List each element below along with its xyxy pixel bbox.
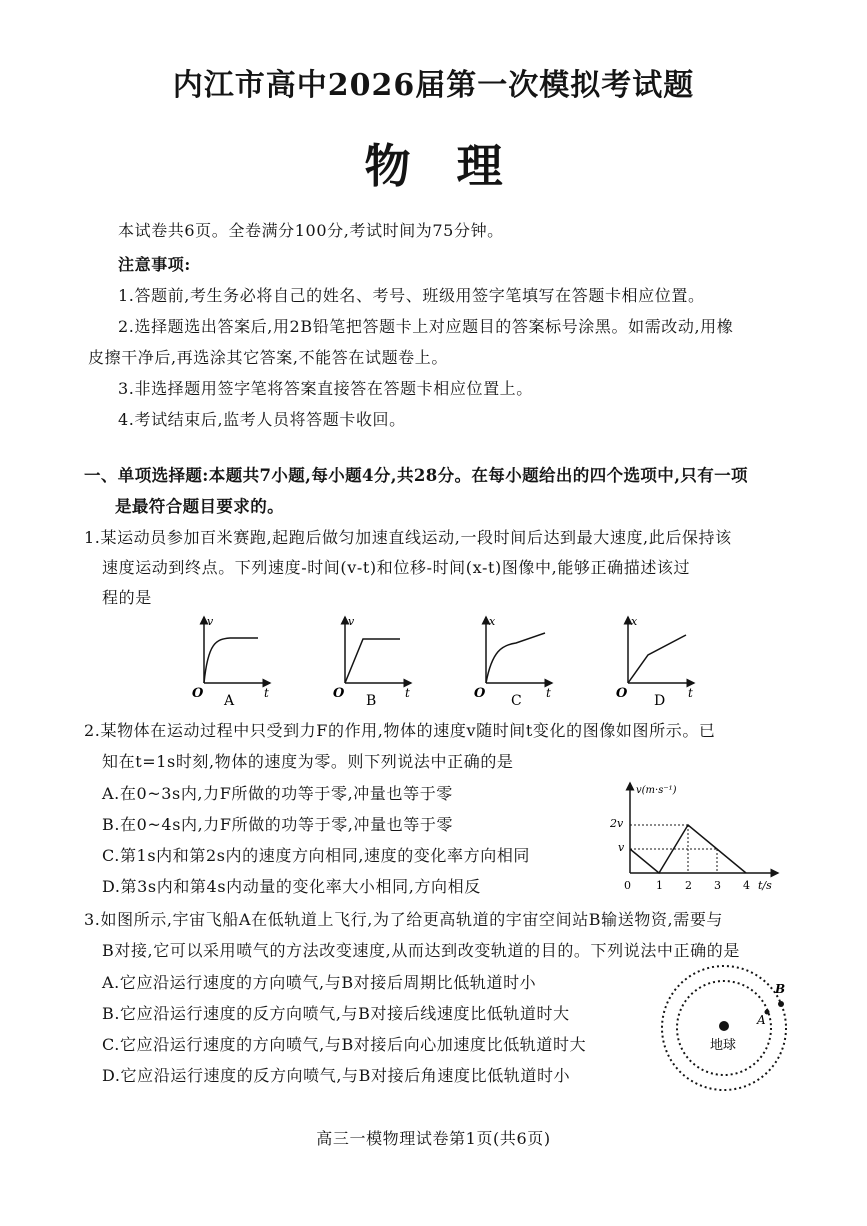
q1-graphs <box>180 605 720 715</box>
axis-label-t: t <box>264 686 269 700</box>
curve-a <box>204 638 258 683</box>
notice-item: 4.考试结束后,监考人员将答题卡收回。 <box>118 410 406 429</box>
axis-label-v: v <box>207 615 214 628</box>
exam-info: 本试卷共6页。全卷满分100分,考试时间为75分钟。 <box>118 221 504 240</box>
option-label-d: D <box>654 693 666 709</box>
notice-item: 1.答题前,考生务必将自己的姓名、考号、班级用签字笔填写在答题卡相应位置。 <box>118 286 705 305</box>
page-footer: 高三一模物理试卷第1页(共6页) <box>316 1129 551 1148</box>
q2-option-d: D.第3s内和第4s内动量的变化率大小相同,方向相反 <box>102 877 481 896</box>
notice-item: 皮擦干净后,再选涂其它答案,不能答在试题卷上。 <box>88 348 448 367</box>
origin-label: O <box>192 686 204 701</box>
axis-label-t: t <box>688 686 693 700</box>
q1-stem: 1.某运动员参加百米赛跑,起跑后做匀加速直线运动,一段时间后达到最大速度,此后保持该 <box>84 528 732 547</box>
q3-option-a: A.它应沿运行速度的方向喷气,与B对接后周期比低轨道时小 <box>102 973 537 992</box>
curve-c <box>486 633 545 683</box>
axis-label-t: t <box>546 686 551 700</box>
axis-label-x: x <box>489 615 496 628</box>
x-tick: 3 <box>714 879 721 892</box>
q1-graph-c <box>474 615 552 709</box>
notice-item: 3.非选择题用签字笔将答案直接答在答题卡相应位置上。 <box>118 379 533 398</box>
q1-stem: 速度运动到终点。下列速度-时间(v-t)和位移-时间(x-t)图像中,能够正确描述该过 <box>102 558 691 577</box>
q3-stem: 3.如图所示,宇宙飞船A在低轨道上飞行,为了给更高轨道的宇宙空间站B输送物资,需要与 <box>84 910 724 929</box>
q3-orbit-figure <box>655 960 795 1095</box>
x-tick: 2 <box>685 879 692 892</box>
q1-graph-a <box>192 615 270 709</box>
axis-label-t: t <box>405 686 410 700</box>
y-tick-v: v <box>618 841 625 854</box>
section-heading: 一、单项选择题:本题共7小题,每小题4分,共28分。在每小题给出的四个选项中,只有一项 <box>84 466 748 485</box>
x-tick: 4 <box>743 879 750 892</box>
q2-option-c: C.第1s内和第2s内的速度方向相同,速度的变化率方向相同 <box>102 846 531 865</box>
q3-option-c: C.它应沿运行速度的方向喷气,与B对接后向心加速度比低轨道时大 <box>102 1035 587 1054</box>
curve-b <box>345 639 400 683</box>
x-axis-label: t/s <box>758 879 772 892</box>
q2-vt-graph <box>610 775 785 895</box>
earth-label: 地球 <box>710 1038 737 1053</box>
ship-a-label: A <box>757 1013 766 1027</box>
y-tick-2v: 2v <box>610 817 624 830</box>
origin-label: O <box>333 686 345 701</box>
x-tick: 0 <box>624 879 631 892</box>
origin-label: O <box>474 686 486 701</box>
axis-label-v: v <box>348 615 355 628</box>
earth-dot <box>719 1021 729 1031</box>
exam-title: 内江市高中2026届第一次模拟考试题 <box>172 68 695 103</box>
q1-graph-b <box>333 615 411 709</box>
q3-option-d: D.它应沿运行速度的反方向喷气,与B对接后角速度比低轨道时小 <box>102 1066 571 1085</box>
station-b-label: B <box>775 982 786 996</box>
q2-stem: 2.某物体在运动过程中只受到力F的作用,物体的速度v随时间t变化的图像如图所示。已 <box>84 721 716 740</box>
notice-title: 注意事项: <box>118 255 191 274</box>
option-label-c: C <box>511 693 522 709</box>
section-heading-cont: 是最符合题目要求的。 <box>115 497 284 516</box>
curve-d <box>628 635 686 683</box>
y-axis-label: v(m·s⁻¹) <box>636 785 677 796</box>
subject-title: 物 理 <box>364 139 503 193</box>
station-b-dot <box>778 1001 784 1007</box>
q1-graph-d <box>616 615 694 709</box>
q3-stem: B对接,它可以采用喷气的方法改变速度,从而达到改变轨道的目的。下列说法中正确的是 <box>102 941 740 960</box>
q2-stem: 知在t=1s时刻,物体的速度为零。则下列说法中正确的是 <box>102 752 514 771</box>
axis-label-x: x <box>631 615 638 628</box>
q1-stem: 程的是 <box>102 588 152 607</box>
q2-option-a: A.在0~3s内,力F所做的功等于零,冲量也等于零 <box>102 784 453 803</box>
option-label-a: A <box>224 693 235 709</box>
q2-option-b: B.在0~4s内,力F所做的功等于零,冲量也等于零 <box>102 815 454 834</box>
x-tick: 1 <box>656 879 663 892</box>
origin-label: O <box>616 686 628 701</box>
option-label-b: B <box>366 693 377 709</box>
notice-item: 2.选择题选出答案后,用2B铅笔把答题卡上对应题目的答案标号涂黑。如需改动,用橡 <box>118 317 734 336</box>
q3-option-b: B.它应沿运行速度的反方向喷气,与B对接后线速度比低轨道时大 <box>102 1004 570 1023</box>
